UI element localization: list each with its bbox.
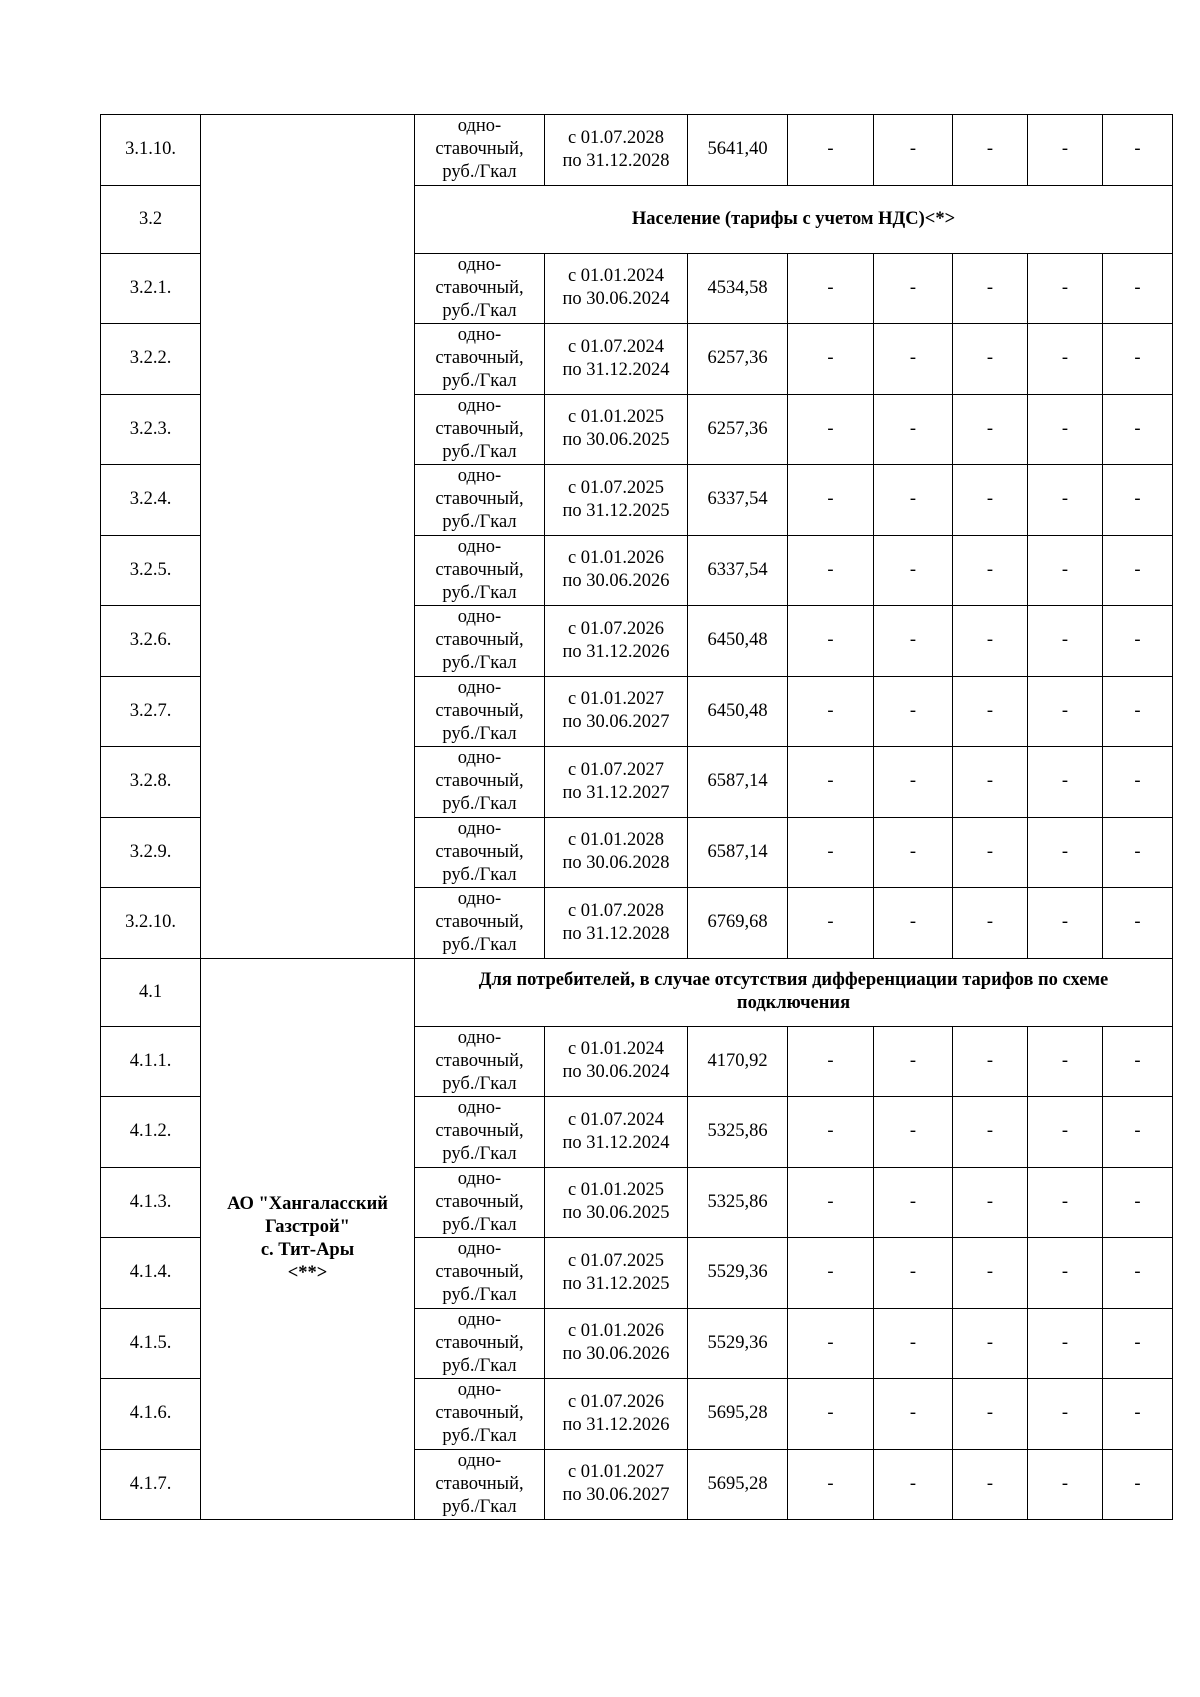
- tariff-type-line: одно-: [457, 607, 502, 628]
- tariff-type-line: ставочный,: [435, 348, 524, 369]
- empty-value: -: [1103, 394, 1173, 465]
- tariff-type-line: руб./Гкал: [442, 1285, 517, 1306]
- tariff-period-line: с 01.07.2025: [567, 1250, 665, 1271]
- empty-value: -: [1028, 535, 1103, 606]
- empty-value: -: [1103, 465, 1173, 536]
- tariff-period: [545, 1097, 688, 1168]
- empty-value: -: [874, 817, 953, 888]
- empty-value: -: [788, 817, 874, 888]
- tariff-value: 5325,86: [688, 1097, 788, 1168]
- tariff-type-line: одно-: [457, 748, 502, 769]
- empty-value: -: [1028, 1379, 1103, 1450]
- tariff-type-line: руб./Гкал: [442, 794, 517, 815]
- tariff-period-line: с 01.01.2027: [567, 1462, 665, 1483]
- row-number: 3.2.1.: [101, 253, 201, 324]
- tariff-type-line: руб./Гкал: [442, 1496, 517, 1517]
- tariff-type-line: руб./Гкал: [442, 162, 517, 183]
- empty-value: -: [874, 394, 953, 465]
- tariff-type-line: одно-: [457, 536, 502, 557]
- row-number: 3.2.9.: [101, 817, 201, 888]
- organization-name-line: с. Тит-Ары: [260, 1239, 355, 1260]
- row-number: 3.2.6.: [101, 606, 201, 677]
- tariff-period-line: по 31.12.2024: [562, 359, 670, 380]
- section-title: [415, 958, 1173, 1026]
- empty-value: -: [788, 1097, 874, 1168]
- tariff-type: [415, 115, 545, 186]
- tariff-type: [415, 324, 545, 395]
- empty-value: -: [953, 1026, 1028, 1097]
- tariff-type-line: ставочный,: [435, 1403, 524, 1424]
- tariff-value: 6337,54: [688, 535, 788, 606]
- row-number: 3.2.10.: [101, 888, 201, 959]
- tariff-period: [545, 1449, 688, 1520]
- tariff-type-line: ставочный,: [435, 1191, 524, 1212]
- empty-value: -: [1103, 535, 1173, 606]
- tariff-type-line: ставочный,: [435, 1473, 524, 1494]
- tariff-period: [545, 1238, 688, 1309]
- empty-value: -: [1028, 1449, 1103, 1520]
- row-number: 3.2.8.: [101, 747, 201, 818]
- tariff-type-line: руб./Гкал: [442, 371, 517, 392]
- row-number: 3.2.7.: [101, 676, 201, 747]
- tariff-type-line: одно-: [457, 1027, 502, 1048]
- tariff-type-line: руб./Гкал: [442, 935, 517, 956]
- empty-value: -: [874, 606, 953, 677]
- empty-value: -: [1028, 465, 1103, 536]
- tariff-value: 5325,86: [688, 1167, 788, 1238]
- tariff-period: [545, 394, 688, 465]
- organization-name-line: АО "Хангаласский: [227, 1193, 388, 1214]
- tariff-period: [545, 676, 688, 747]
- tariff-type-line: ставочный,: [435, 630, 524, 651]
- tariff-period-line: с 01.07.2024: [567, 336, 665, 357]
- empty-value: -: [1103, 324, 1173, 395]
- tariff-type-line: одно-: [457, 395, 502, 416]
- tariff-period-line: с 01.07.2026: [567, 618, 665, 639]
- empty-value: -: [1103, 1308, 1173, 1379]
- empty-value: -: [1028, 1238, 1103, 1309]
- tariff-period-line: с 01.07.2025: [567, 477, 665, 498]
- empty-value: -: [1028, 253, 1103, 324]
- tariff-type: [415, 1449, 545, 1520]
- empty-value: -: [874, 1308, 953, 1379]
- tariff-period-line: по 30.06.2024: [562, 1062, 670, 1083]
- empty-value: -: [1103, 1167, 1173, 1238]
- tariff-value: 6587,14: [688, 747, 788, 818]
- empty-value: -: [874, 535, 953, 606]
- tariff-period: [545, 253, 688, 324]
- tariff-type: [415, 676, 545, 747]
- row-number: 4.1.6.: [101, 1379, 201, 1450]
- empty-value: -: [874, 253, 953, 324]
- tariff-value: 6257,36: [688, 394, 788, 465]
- tariff-table: [100, 114, 1173, 1520]
- tariff-period-line: с 01.01.2028: [567, 830, 665, 851]
- empty-value: -: [953, 535, 1028, 606]
- empty-value: -: [788, 465, 874, 536]
- tariff-period-line: по 30.06.2027: [562, 712, 670, 733]
- tariff-type-line: ставочный,: [435, 1050, 524, 1071]
- tariff-type-line: руб./Гкал: [442, 512, 517, 533]
- empty-value: -: [1103, 1097, 1173, 1168]
- organization-cell: [201, 958, 415, 1520]
- tariff-period: [545, 324, 688, 395]
- tariff-type: [415, 1379, 545, 1450]
- tariff-period-line: с 01.01.2027: [567, 689, 665, 710]
- empty-value: -: [1028, 606, 1103, 677]
- organization-name-line: <**>: [287, 1262, 328, 1283]
- empty-value: -: [1103, 1379, 1173, 1450]
- section-number: 3.2: [101, 185, 201, 253]
- empty-value: -: [953, 1097, 1028, 1168]
- tariff-type-line: одно-: [457, 254, 502, 275]
- section-title-line: Для потребителей, в случае отсутствия дифференциации тарифов по схеме: [478, 970, 1109, 990]
- tariff-value: 5641,40: [688, 115, 788, 186]
- tariff-period: [545, 465, 688, 536]
- tariff-type: [415, 465, 545, 536]
- tariff-type-line: одно-: [457, 1380, 502, 1401]
- tariff-type: [415, 606, 545, 677]
- tariff-period: [545, 535, 688, 606]
- empty-value: -: [788, 1379, 874, 1450]
- row-number: 3.2.2.: [101, 324, 201, 395]
- empty-value: -: [1028, 115, 1103, 186]
- empty-value: -: [1028, 747, 1103, 818]
- tariff-period: [545, 1167, 688, 1238]
- empty-value: -: [953, 1379, 1028, 1450]
- tariff-period-line: с 01.01.2025: [567, 407, 665, 428]
- empty-value: -: [1103, 1238, 1173, 1309]
- empty-value: -: [1028, 1097, 1103, 1168]
- tariff-value: 6337,54: [688, 465, 788, 536]
- row-number: 4.1.4.: [101, 1238, 201, 1309]
- tariff-type-line: одно-: [457, 116, 502, 137]
- tariff-period-line: с 01.07.2024: [567, 1109, 665, 1130]
- tariff-type-line: ставочный,: [435, 559, 524, 580]
- tariff-period-line: с 01.07.2028: [567, 127, 665, 148]
- table-row: [101, 115, 1173, 186]
- empty-value: -: [1103, 888, 1173, 959]
- tariff-type-line: одно-: [457, 818, 502, 839]
- tariff-type-line: руб./Гкал: [442, 1355, 517, 1376]
- empty-value: -: [1028, 324, 1103, 395]
- tariff-type-line: ставочный,: [435, 418, 524, 439]
- tariff-period-line: по 31.12.2025: [562, 1273, 670, 1294]
- tariff-value: 4170,92: [688, 1026, 788, 1097]
- tariff-type-line: одно-: [457, 1239, 502, 1260]
- tariff-type: [415, 1308, 545, 1379]
- empty-value: -: [1103, 606, 1173, 677]
- tariff-type: [415, 394, 545, 465]
- empty-value: -: [953, 747, 1028, 818]
- tariff-period-line: по 30.06.2026: [562, 1344, 670, 1365]
- tariff-type-line: одно-: [457, 325, 502, 346]
- tariff-period-line: с 01.01.2026: [567, 1321, 665, 1342]
- tariff-type-line: руб./Гкал: [442, 441, 517, 462]
- tariff-value: 4534,58: [688, 253, 788, 324]
- organization-cell: [201, 115, 415, 959]
- tariff-type: [415, 535, 545, 606]
- tariff-type-line: одно-: [457, 466, 502, 487]
- tariff-period-line: с 01.07.2027: [567, 759, 665, 780]
- tariff-period-line: по 31.12.2028: [562, 923, 670, 944]
- empty-value: -: [1103, 676, 1173, 747]
- tariff-type-line: одно-: [457, 1168, 502, 1189]
- row-number: 3.2.3.: [101, 394, 201, 465]
- tariff-type-line: одно-: [457, 889, 502, 910]
- empty-value: -: [874, 1449, 953, 1520]
- tariff-type-line: ставочный,: [435, 139, 524, 160]
- tariff-type-line: одно-: [457, 677, 502, 698]
- empty-value: -: [953, 115, 1028, 186]
- empty-value: -: [788, 676, 874, 747]
- tariff-type: [415, 747, 545, 818]
- tariff-period: [545, 606, 688, 677]
- empty-value: -: [788, 253, 874, 324]
- tariff-value: 6450,48: [688, 676, 788, 747]
- row-number: 4.1.7.: [101, 1449, 201, 1520]
- empty-value: -: [874, 888, 953, 959]
- tariff-type-line: руб./Гкал: [442, 1426, 517, 1447]
- row-number: 4.1.2.: [101, 1097, 201, 1168]
- row-number: 4.1.3.: [101, 1167, 201, 1238]
- tariff-type-line: руб./Гкал: [442, 1144, 517, 1165]
- section-header-row: [101, 958, 1173, 1026]
- tariff-type-line: руб./Гкал: [442, 300, 517, 321]
- empty-value: -: [874, 747, 953, 818]
- tariff-type-line: руб./Гкал: [442, 723, 517, 744]
- tariff-period: [545, 115, 688, 186]
- empty-value: -: [953, 324, 1028, 395]
- empty-value: -: [874, 465, 953, 536]
- tariff-type-line: ставочный,: [435, 1332, 524, 1353]
- tariff-type-line: ставочный,: [435, 841, 524, 862]
- empty-value: -: [1028, 888, 1103, 959]
- empty-value: -: [788, 1026, 874, 1097]
- tariff-period: [545, 888, 688, 959]
- tariff-period-line: по 30.06.2028: [562, 853, 670, 874]
- tariff-type-line: руб./Гкал: [442, 864, 517, 885]
- empty-value: -: [1028, 1167, 1103, 1238]
- empty-value: -: [953, 1238, 1028, 1309]
- tariff-type: [415, 1026, 545, 1097]
- empty-value: -: [788, 394, 874, 465]
- empty-value: -: [1103, 747, 1173, 818]
- empty-value: -: [874, 1097, 953, 1168]
- tariff-period-line: по 30.06.2026: [562, 571, 670, 592]
- tariff-type-line: ставочный,: [435, 1121, 524, 1142]
- tariff-period: [545, 1026, 688, 1097]
- empty-value: -: [1028, 1026, 1103, 1097]
- section-title: Население (тарифы с учетом НДС)<*>: [415, 185, 1173, 253]
- tariff-period-line: по 31.12.2026: [562, 641, 670, 662]
- empty-value: -: [953, 253, 1028, 324]
- tariff-period: [545, 1379, 688, 1450]
- empty-value: -: [788, 606, 874, 677]
- empty-value: -: [874, 676, 953, 747]
- empty-value: -: [788, 324, 874, 395]
- empty-value: -: [874, 1379, 953, 1450]
- tariff-type-line: одно-: [457, 1098, 502, 1119]
- empty-value: -: [874, 115, 953, 186]
- empty-value: -: [953, 817, 1028, 888]
- row-number: 4.1.5.: [101, 1308, 201, 1379]
- empty-value: -: [1103, 1449, 1173, 1520]
- empty-value: -: [788, 888, 874, 959]
- tariff-type-line: ставочный,: [435, 489, 524, 510]
- tariff-value: 6450,48: [688, 606, 788, 677]
- empty-value: -: [1028, 676, 1103, 747]
- tariff-period-line: по 30.06.2025: [562, 1203, 670, 1224]
- tariff-period-line: по 30.06.2025: [562, 430, 670, 451]
- tariff-type-line: ставочный,: [435, 771, 524, 792]
- tariff-value: 5529,36: [688, 1308, 788, 1379]
- empty-value: -: [953, 888, 1028, 959]
- tariff-period-line: с 01.01.2024: [567, 1039, 665, 1060]
- empty-value: -: [788, 1308, 874, 1379]
- empty-value: -: [1028, 1308, 1103, 1379]
- tariff-period-line: с 01.07.2026: [567, 1391, 665, 1412]
- tariff-period-line: по 31.12.2026: [562, 1414, 670, 1435]
- empty-value: -: [788, 1449, 874, 1520]
- tariff-period-line: с 01.01.2025: [567, 1180, 665, 1201]
- tariff-value: 5529,36: [688, 1238, 788, 1309]
- tariff-period-line: с 01.01.2024: [567, 266, 665, 287]
- tariff-period-line: с 01.01.2026: [567, 548, 665, 569]
- row-number: 4.1.1.: [101, 1026, 201, 1097]
- organization-name-line: Газстрой": [265, 1216, 350, 1237]
- empty-value: -: [1103, 817, 1173, 888]
- empty-value: -: [1103, 115, 1173, 186]
- tariff-period: [545, 1308, 688, 1379]
- tariff-type: [415, 888, 545, 959]
- section-number: 4.1: [101, 958, 201, 1026]
- empty-value: -: [953, 1449, 1028, 1520]
- tariff-type-line: ставочный,: [435, 1262, 524, 1283]
- tariff-type-line: одно-: [457, 1450, 502, 1471]
- empty-value: -: [1103, 1026, 1173, 1097]
- empty-value: -: [788, 535, 874, 606]
- row-number: 3.2.5.: [101, 535, 201, 606]
- empty-value: -: [1028, 394, 1103, 465]
- empty-value: -: [874, 1238, 953, 1309]
- empty-value: -: [874, 324, 953, 395]
- tariff-type: [415, 1097, 545, 1168]
- tariff-period-line: по 31.12.2024: [562, 1132, 670, 1153]
- tariff-period-line: по 31.12.2028: [562, 150, 670, 171]
- empty-value: -: [874, 1026, 953, 1097]
- tariff-value: 6587,14: [688, 817, 788, 888]
- tariff-value: 5695,28: [688, 1449, 788, 1520]
- tariff-period: [545, 747, 688, 818]
- tariff-type-line: ставочный,: [435, 912, 524, 933]
- tariff-type: [415, 1167, 545, 1238]
- tariff-type-line: ставочный,: [435, 700, 524, 721]
- empty-value: -: [953, 1308, 1028, 1379]
- tariff-type-line: руб./Гкал: [442, 1073, 517, 1094]
- row-number: 3.1.10.: [101, 115, 201, 186]
- tariff-type-line: одно-: [457, 1309, 502, 1330]
- tariff-value: 6769,68: [688, 888, 788, 959]
- tariff-type-line: ставочный,: [435, 277, 524, 298]
- empty-value: -: [953, 676, 1028, 747]
- tariff-type-line: руб./Гкал: [442, 582, 517, 603]
- empty-value: -: [1103, 253, 1173, 324]
- row-number: 3.2.4.: [101, 465, 201, 536]
- empty-value: -: [953, 394, 1028, 465]
- tariff-period-line: по 31.12.2025: [562, 500, 670, 521]
- tariff-type: [415, 253, 545, 324]
- empty-value: -: [788, 1167, 874, 1238]
- section-title-line: подключения: [736, 993, 851, 1013]
- tariff-type-line: руб./Гкал: [442, 1214, 517, 1235]
- tariff-type-line: руб./Гкал: [442, 653, 517, 674]
- empty-value: -: [1028, 817, 1103, 888]
- tariff-type: [415, 1238, 545, 1309]
- empty-value: -: [788, 115, 874, 186]
- empty-value: -: [874, 1167, 953, 1238]
- empty-value: -: [953, 465, 1028, 536]
- empty-value: -: [788, 1238, 874, 1309]
- tariff-period-line: по 30.06.2024: [562, 289, 670, 310]
- tariff-period-line: по 31.12.2027: [562, 782, 670, 803]
- empty-value: -: [788, 747, 874, 818]
- tariff-period-line: с 01.07.2028: [567, 900, 665, 921]
- tariff-value: 5695,28: [688, 1379, 788, 1450]
- tariff-period-line: по 30.06.2027: [562, 1485, 670, 1506]
- empty-value: -: [953, 606, 1028, 677]
- tariff-type: [415, 817, 545, 888]
- tariff-period: [545, 817, 688, 888]
- empty-value: -: [953, 1167, 1028, 1238]
- tariff-value: 6257,36: [688, 324, 788, 395]
